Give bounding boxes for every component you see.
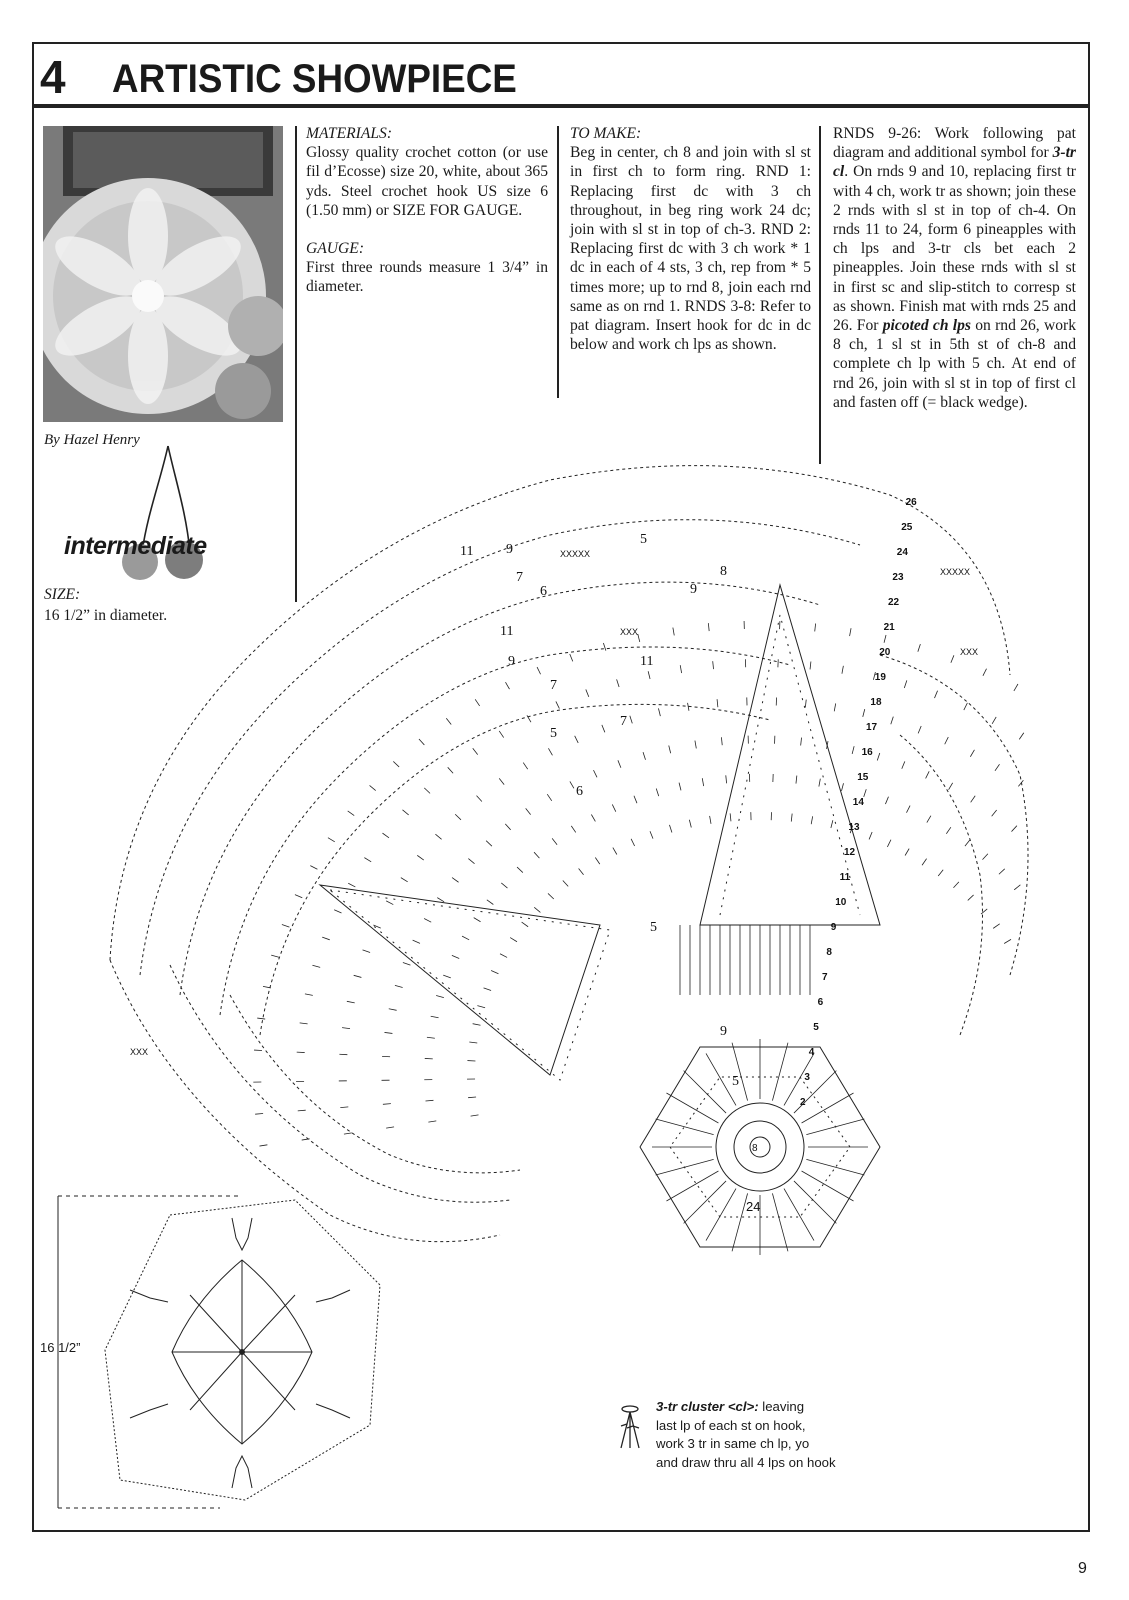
round-number: 19 xyxy=(874,672,886,683)
legend-term: 3-tr cluster <cl>: xyxy=(656,1399,759,1414)
round-number: 11 xyxy=(839,872,851,883)
legend-line-1: leaving xyxy=(758,1399,805,1414)
chart-round-label: 6 xyxy=(540,584,547,599)
picot-term: picoted ch lps xyxy=(882,317,971,335)
chart-round-label: 9 xyxy=(690,582,697,597)
chart-round-label: 11 xyxy=(500,624,514,639)
cluster-marker: XXX xyxy=(620,627,639,637)
round-number: 26 xyxy=(905,497,917,508)
center-number-24: 24 xyxy=(746,1199,761,1214)
chart-round-label: 11 xyxy=(460,544,474,559)
to-make-text: Beg in center, ch 8 and join with sl st in first ch to form ring. RND 1: Replacing first dc with 3 ch throughout, in beg ring work 24 dc; join with sl st in top of ch-3. RND 2: Replacing first dc with 3 ch work * 1 dc in each of 4 sts, 3 ch, rep from * 5 times more; up to rnd 8, join each rnd same as on rnd 1. RNDS 3-8: Refer to pat diagram. Insert hook for dc in dc below and work ch lps as shown. xyxy=(570,144,811,354)
schematic-dimension: 16 1/2” xyxy=(40,1340,81,1355)
chart-round-label: 5 xyxy=(640,532,647,547)
chart-round-label: 9 xyxy=(506,542,513,557)
round-number: 16 xyxy=(861,747,873,758)
materials-column xyxy=(306,124,548,297)
round-number: 2 xyxy=(800,1097,806,1108)
round-number: 14 xyxy=(852,797,864,808)
gauge-label: GAUGE: xyxy=(306,240,365,258)
chart-round-label: 9 xyxy=(508,654,515,669)
skill-level: intermediate xyxy=(64,532,207,560)
center-number-8: 8 xyxy=(752,1143,758,1154)
cluster-marker: XXXXX xyxy=(560,549,591,559)
rounds-column xyxy=(833,124,1076,412)
chart-round-label: 5 xyxy=(550,726,557,741)
round-number: 20 xyxy=(879,647,891,658)
three-tr-cluster-icon xyxy=(617,1404,643,1452)
doily-photo xyxy=(43,126,283,422)
round-number: 3 xyxy=(804,1072,810,1083)
round-number: 22 xyxy=(888,597,900,608)
round-number: 21 xyxy=(883,622,895,633)
size-label: SIZE: xyxy=(44,586,81,603)
doily-schematic xyxy=(50,1190,410,1520)
chart-round-label: 7 xyxy=(516,570,523,585)
round-number: 12 xyxy=(844,847,856,858)
page-number: 9 xyxy=(1078,1560,1087,1577)
legend-line-3: work 3 tr in same ch lp, yo xyxy=(656,1436,810,1451)
column-rule-2 xyxy=(557,126,559,398)
round-number: 15 xyxy=(857,772,869,783)
chart-round-label: 8 xyxy=(720,564,727,579)
round-number: 24 xyxy=(896,547,908,558)
size-value: 16 1/2” in diameter. xyxy=(44,607,168,624)
cluster-marker: XXX xyxy=(130,1047,149,1057)
legend-line-2: last lp of each st on hook, xyxy=(656,1417,806,1433)
round-number: 4 xyxy=(808,1047,815,1058)
chart-round-label: 7 xyxy=(550,678,557,693)
column-rule-3 xyxy=(819,126,821,464)
cluster-term: 3-tr cl xyxy=(833,144,1076,181)
round-number: 8 xyxy=(826,947,832,958)
round-number: 9 xyxy=(830,922,837,933)
chart-round-label: 5 xyxy=(650,920,657,935)
gauge-text: First three rounds measure 1 3/4” in diameter. xyxy=(306,259,548,296)
legend xyxy=(656,1398,836,1472)
round-number: 23 xyxy=(892,572,904,583)
round-number: 13 xyxy=(848,822,860,833)
pattern-title: ARTISTIC SHOWPIECE xyxy=(112,57,517,101)
pattern-number: 4 xyxy=(40,51,66,103)
chart-round-label: 9 xyxy=(720,1024,727,1039)
cluster-marker: XXXXX xyxy=(940,567,971,577)
chart-round-label: 7 xyxy=(620,714,627,729)
materials-text: Glossy quality crochet cotton (or use fil d’Ecosse) size 20, white, about 365 yds. Steel crochet hook US size 6 (1.50 mm) or SIZE FOR GAUGE. xyxy=(306,144,548,219)
round-number: 5 xyxy=(813,1022,819,1033)
round-number: 17 xyxy=(866,722,878,733)
materials-label: MATERIALS: xyxy=(306,125,393,142)
round-number: 10 xyxy=(835,897,847,908)
to-make-column xyxy=(570,124,811,354)
round-number: 7 xyxy=(822,972,828,983)
cluster-marker: XXX xyxy=(960,647,979,657)
rounds-text-2: . On rnds 9 and 10, replacing first tr with 4 ch, work tr as shown; join these 2 rnds with sl st in top of ch-4. On rnds 11 to 24, form 6 pineapples with ch lps and 3-tr cls bet each 2 pineapples. Join these rnds with sl st in first sc and slip-stitch to corresp st as shown. Finish mat with rnds 25 and 26. For xyxy=(833,163,1076,335)
round-number: 18 xyxy=(870,697,882,708)
chart-round-label: 5 xyxy=(732,1074,739,1089)
to-make-label: TO MAKE: xyxy=(570,125,642,142)
designer-byline: By Hazel Henry xyxy=(44,432,140,448)
chart-round-label: 11 xyxy=(640,654,654,669)
chart-round-label: 6 xyxy=(576,784,583,799)
rounds-text-3: on rnd 26, work 8 ch, 1 sl st in 5th st of ch-8 and complete ch lp with 5 ch. At end of rnd 26, join with sl st in top of first cl and fasten off (= black wedge). xyxy=(833,317,1076,411)
legend-line-4: and draw thru all 4 lps on hook xyxy=(656,1454,836,1470)
round-number: 25 xyxy=(901,522,913,533)
rounds-text-1: RNDS 9-26: Work following pat diagram and additional symbol for xyxy=(833,125,1076,162)
round-number: 6 xyxy=(817,997,824,1008)
